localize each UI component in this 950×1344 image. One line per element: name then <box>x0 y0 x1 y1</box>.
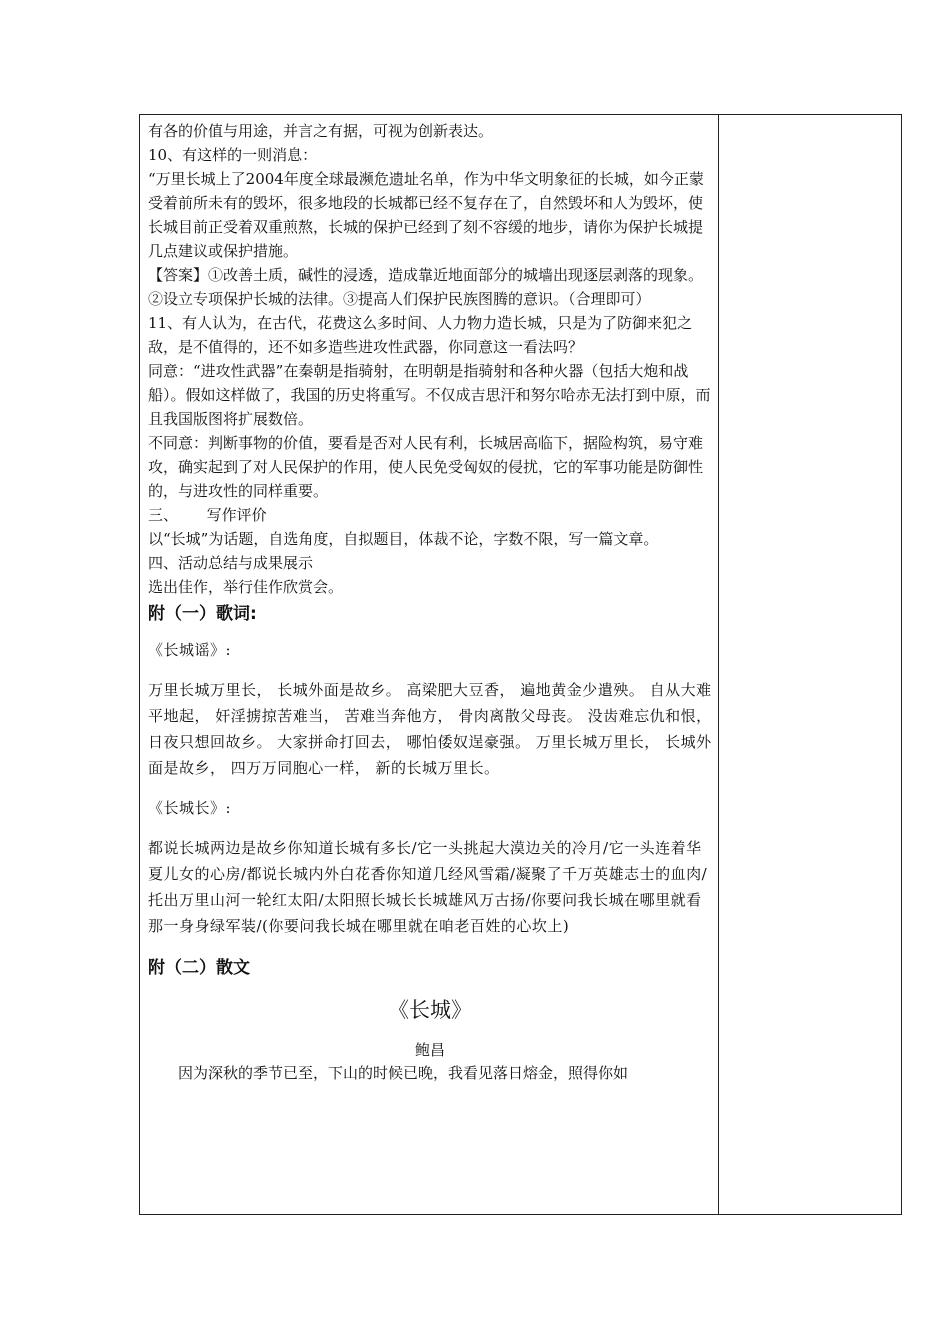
document-table <box>139 114 902 1215</box>
text-line: 有各的价值与用途，并言之有据，可视为创新表达。 <box>148 122 494 140</box>
answer-10: 【答案】①改善土质，碱性的浸透，造成靠近地面部分的城墙出现逐层剥落的现象。②设立专项保护长城的法律。③提高人们保护民族图腾的意识。（合理即可） <box>148 266 704 308</box>
left-cell-content <box>148 119 712 1085</box>
appendix-1-heading: 附（一）歌词: <box>148 604 257 624</box>
song-2-lyrics: 都说长城两边是故乡你知道长城有多长/它一头挑起大漠边关的冷月/它一头连着华夏儿女的心房/都说长城内外白花香你知道几经风雪霜/凝聚了千万英雄志士的血肉/托出万里山河一轮红太阳/太阳照长城长长城雄风万古扬/你要问我长城在哪里就看那一身身绿军装/(你要问我长城在哪里就在咱老百姓的心坎上) <box>148 839 708 935</box>
essay-author: 鲍昌 <box>414 1041 445 1059</box>
essay-first-line: 因为深秋的季节已至，下山的时候已晚，我看见落日熔金，照得你如 <box>178 1064 629 1082</box>
writing-task: 以“长城”为话题，自选角度，自拟题目，体裁不论，字数不限，写一篇文章。 <box>148 530 659 548</box>
song-1-title: 《长城谣》: <box>148 641 232 659</box>
section-4-heading: 四、活动总结与成果展示 <box>148 554 314 572</box>
section-4-text: 选出佳作，举行佳作欣赏会。 <box>148 578 344 596</box>
section-3-heading: 三、 写作评价 <box>148 506 267 524</box>
agree-paragraph: 同意：“进攻性武器”在秦朝是指骑射，在明朝是指骑射和各种火器（包括大炮和战船）。假如这样做了，我国的历史将重写。不仅成吉思汗和努尔哈赤无法打到中原，而且我国版图将扩展数倍。 <box>148 362 711 428</box>
essay-title: 《长城》 <box>388 998 472 1022</box>
question-10: 10、有这样的一则消息： <box>148 146 318 164</box>
disagree-paragraph: 不同意：判断事物的价值，要看是否对人民有利，长城居高临下，据险构筑，易守难攻，确实起到了对人民保护的作用，使人民免受匈奴的侵扰，它的军事功能是防御性的，与进攻性的同样重要。 <box>148 434 704 500</box>
song-1-lyrics: 万里长城万里长， 长城外面是故乡。 高梁肥大豆香， 遍地黄金少遣殃。 自从大难平地起， 奸淫掳掠苦难当， 苦难当奔他方， 骨肉离散父母丧。 没齿难忘仇和恨， 日夜只想回故乡。 大家拼命打回去， 哪怕倭奴逞豪强。 万里长城万里长， 长城外面是故乡， 四万万同胞心一样， 新的长城万里长。 <box>148 681 712 777</box>
column-divider <box>718 115 719 1214</box>
question-11: 11、有人认为，在古代，花费这么多时间、人力物力造长城，只是为了防御来犯之敌，是不值得的，还不如多造些进攻性武器，你同意这一看法吗？ <box>148 314 693 356</box>
song-2-title: 《长城长》: <box>148 799 232 817</box>
news-quote: “万里长城上了2004年度全球最濒危遗址名单，作为中华文明象征的长城，如今正蒙受着前所未有的毁坏，很多地段的长城都已经不复存在了，自然毁坏和人为毁坏，使长城目前正受着双重煎熬，长城的保护已经到了刻不容缓的地步，请你为保护长城提几点建议或保护措施。 <box>148 170 704 260</box>
appendix-2-heading: 附（二）散文 <box>148 958 250 978</box>
